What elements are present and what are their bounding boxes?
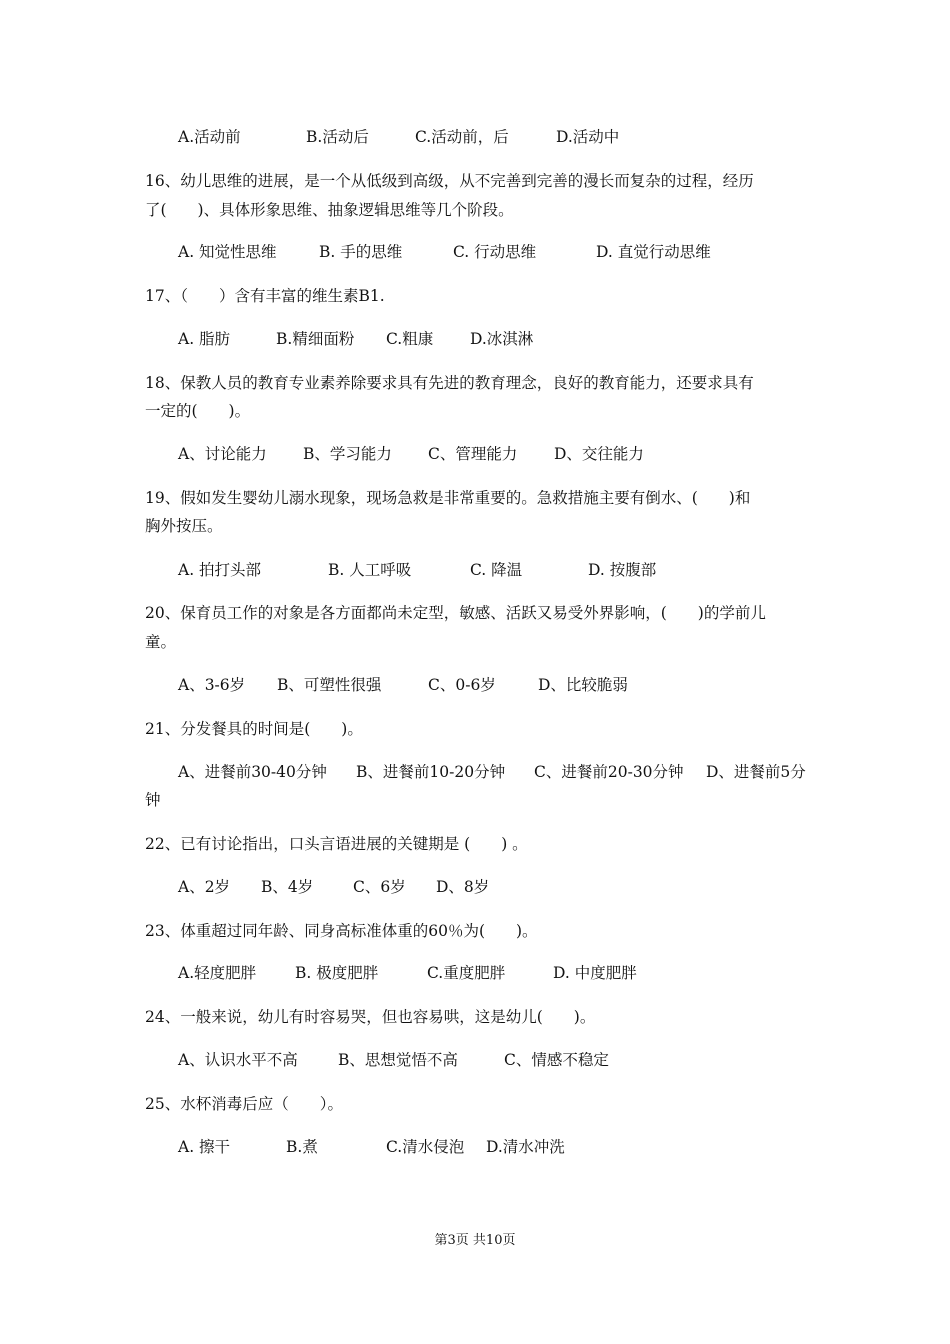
q18-text-line-2: 一定的( )。 — [145, 402, 251, 420]
q21-text-line-1: 21、分发餐具的时间是( )。 — [145, 720, 363, 738]
q23-option-c: C.重度肥胖 — [427, 964, 506, 982]
q22-option-d: D、8岁 — [436, 878, 490, 896]
q21-option-b: B、进餐前10-20分钟 — [356, 763, 506, 781]
q16-option-c: C. 行动思维 — [453, 243, 537, 261]
q15-option-b: B.活动后 — [306, 128, 369, 146]
q16-text-line-2: 了( )、具体形象思维、抽象逻辑思维等几个阶段。 — [145, 201, 514, 219]
q22-option-b: B、4岁 — [261, 878, 314, 896]
q17-option-d: D.冰淇淋 — [470, 330, 534, 348]
q23-option-d: D. 中度肥胖 — [553, 964, 637, 982]
q23-option-a: A.轻度肥胖 — [178, 964, 257, 982]
q15-option-a: A.活动前 — [178, 128, 241, 146]
q24-text-line-1: 24、一般来说，幼儿有时容易哭，但也容易哄，这是幼儿( )。 — [145, 1008, 596, 1026]
q18-text-line-1: 18、保教人员的教育专业素养除要求具有先进的教育理念，良好的教育能力，还要求具有 — [145, 374, 754, 392]
q20-option-c: C、0-6岁 — [428, 676, 496, 694]
q19-option-c: C. 降温 — [470, 561, 523, 579]
q22-text-line-1: 22、已有讨论指出，口头言语进展的关键期是 ( ) 。 — [145, 835, 528, 853]
q24-option-a: A、认识水平不高 — [178, 1051, 298, 1069]
q21-option-c: C、进餐前20-30分钟 — [534, 763, 684, 781]
q19-text-line-1: 19、假如发生婴幼儿溺水现象，现场急救是非常重要的。急救措施主要有倒水、( )和 — [145, 489, 751, 507]
q20-text-line-2: 童。 — [145, 633, 177, 651]
q20-text-line-1: 20、保育员工作的对象是各方面都尚未定型，敏感、活跃又易受外界影响，( )的学前儿 — [145, 604, 766, 622]
q21-option-d-wrap: 钟 — [145, 791, 161, 809]
q25-option-d: D.清水冲洗 — [486, 1138, 565, 1156]
q16-option-a: A. 知觉性思维 — [178, 243, 277, 261]
q18-option-c: C、管理能力 — [428, 445, 518, 463]
q20-option-a: A、3-6岁 — [178, 676, 246, 694]
q17-option-a: A. 脂肪 — [178, 330, 231, 348]
q25-option-b: B.煮 — [286, 1138, 318, 1156]
q25-option-a: A. 擦干 — [178, 1138, 231, 1156]
q17-text-line-1: 17、（ ）含有丰富的维生素B1. — [145, 287, 385, 305]
q21-option-a: A、进餐前30-40分钟 — [178, 763, 327, 781]
page-number-footer: 第3页 共10页 — [434, 1233, 516, 1248]
q17-option-c: C.粗康 — [386, 330, 434, 348]
q22-option-a: A、2岁 — [178, 878, 231, 896]
q20-option-d: D、比较脆弱 — [538, 676, 628, 694]
q19-option-d: D. 按腹部 — [588, 561, 657, 579]
q16-option-b: B. 手的思维 — [319, 243, 403, 261]
q19-text-line-2: 胸外按压。 — [145, 517, 223, 535]
q19-option-b: B. 人工呼吸 — [328, 561, 412, 579]
q25-option-c: C.清水侵泡 — [386, 1138, 465, 1156]
q18-option-b: B、学习能力 — [303, 445, 392, 463]
q22-option-c: C、6岁 — [353, 878, 406, 896]
q16-option-d: D. 直觉行动思维 — [596, 243, 711, 261]
q17-option-b: B.精细面粉 — [276, 330, 355, 348]
q18-option-a: A、讨论能力 — [178, 445, 267, 463]
q24-option-b: B、思想觉悟不高 — [338, 1051, 458, 1069]
q25-text-line-1: 25、水杯消毒后应（ ）。 — [145, 1095, 343, 1113]
q18-option-d: D、交往能力 — [554, 445, 644, 463]
q24-option-c: C、情感不稳定 — [504, 1051, 609, 1069]
q20-option-b: B、可塑性很强 — [277, 676, 382, 694]
q23-text-line-1: 23、体重超过同年龄、同身高标准体重的60％为( )。 — [145, 922, 538, 940]
q23-option-b: B. 极度肥胖 — [295, 964, 379, 982]
q16-text-line-1: 16、幼儿思维的进展，是一个从低级到高级，从不完善到完善的漫长而复杂的过程，经历 — [145, 172, 754, 190]
q21-option-d: D、进餐前5分 — [706, 763, 806, 781]
q15-option-c: C.活动前，后 — [415, 128, 509, 146]
q15-option-d: D.活动中 — [556, 128, 620, 146]
q19-option-a: A. 拍打头部 — [178, 561, 262, 579]
